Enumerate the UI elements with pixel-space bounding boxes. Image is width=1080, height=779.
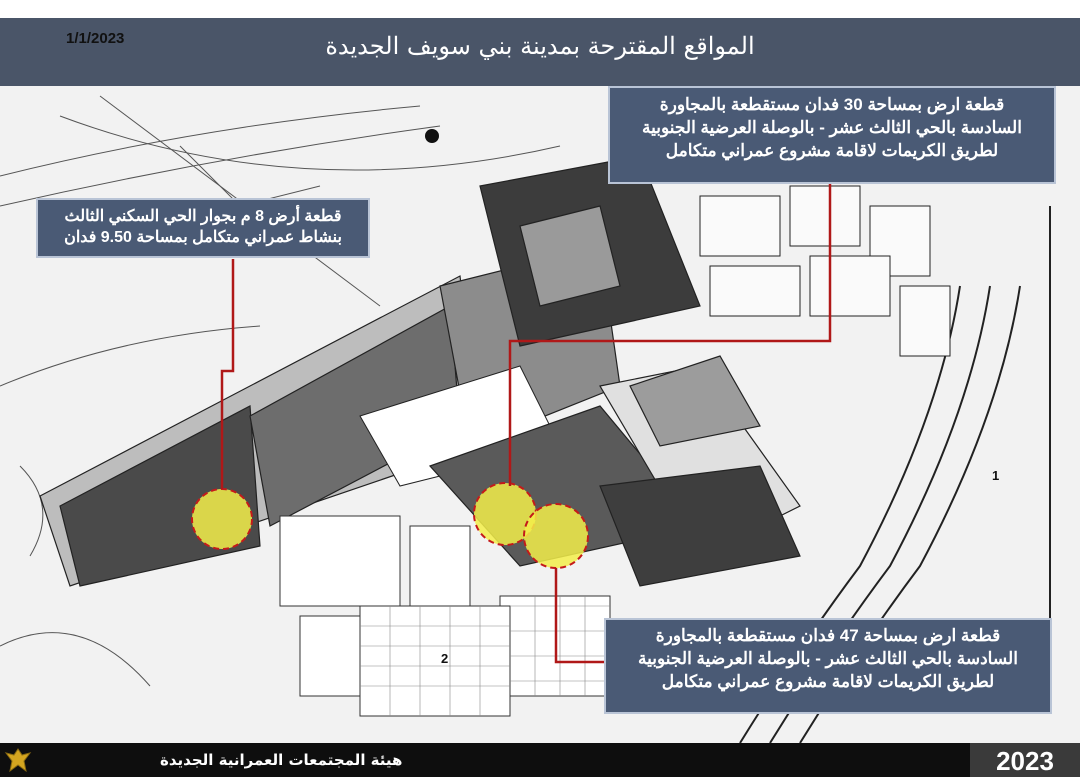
callout-line: لطريق الكريمات لاقامة مشروع عمراني متكامل xyxy=(661,672,995,691)
callout-line: قطعة ارض بمساحة 47 فدان مستقطعة بالمجاورة xyxy=(655,626,1001,645)
callout-line: السادسة بالحي الثالث عشر - بالوصلة العرضية الجنوبية xyxy=(642,118,1022,137)
callout-line: بنشاط عمراني متكامل بمساحة 9.50 فدان xyxy=(64,229,342,246)
callout-line: قطعة أرض 8 م بجوار الحي السكني الثالث xyxy=(64,208,342,225)
callout-site-47-feddan xyxy=(604,618,1052,714)
date-label: 1/1/2023 xyxy=(66,30,125,47)
callout-site-30-feddan xyxy=(608,86,1056,184)
footer-bar xyxy=(0,743,1080,777)
eagle-emblem-icon xyxy=(4,747,32,773)
callout-line: قطعة ارض بمساحة 30 فدان مستقطعة بالمجاورة xyxy=(659,95,1005,114)
organization-name: هيئة المجتمعات العمرانية الجديدة xyxy=(160,751,403,769)
header-bar xyxy=(0,18,1080,86)
map-marker-1: 1 xyxy=(992,468,1000,483)
page-title: المواقع المقترحة بمدينة بني سويف الجديدة xyxy=(325,32,755,60)
footer-year: 2023 xyxy=(970,743,1080,777)
callout-line: السادسة بالحي الثالث عشر - بالوصلة العرضية الجنوبية xyxy=(638,649,1018,668)
map-marker-2: 2 xyxy=(441,651,449,666)
callout-line: لطريق الكريمات لاقامة مشروع عمراني متكامل xyxy=(665,141,999,160)
callout-site-9-50-feddan xyxy=(36,198,370,258)
